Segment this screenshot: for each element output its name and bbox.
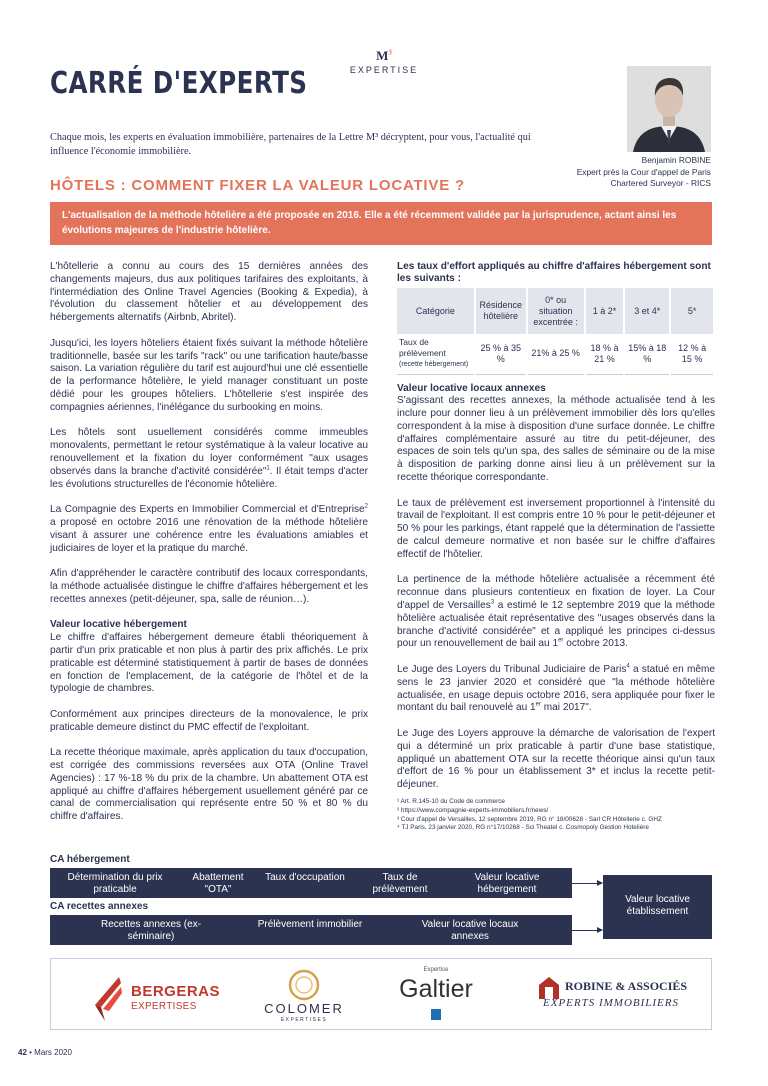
paragraph-text: Le Juge des Loyers du Tribunal Judiciaire de Paris	[397, 664, 627, 676]
article-title: HÔTELS : COMMENT FIXER LA VALEUR LOCATIVE ?	[50, 177, 465, 194]
scheme-step: Taux d'occupation	[265, 872, 345, 883]
table-header: 3 et 4*	[624, 288, 670, 334]
row-label-note: (recette hébergement)	[399, 361, 469, 368]
colomer-name: COLOMER	[264, 1001, 344, 1016]
paragraph: Le taux de prélèvement est inversement proportionnel à l'intensité du travail de l'exploitant. Il est compris entre 10 % pour le petit-déjeuner et 50 % pour les parkings, étant rappelé que la détermination de l'assiette de calcul demeure normative et non basée sur le chiffre d'affaires effectif de l'hôtelier.	[397, 497, 715, 560]
paragraph-text: . Il était temps d'acter les évolutions structurelles de l'économie hôtelière.	[50, 465, 368, 490]
paragraph: Conformément aux principes directeurs de la monovalence, le prix praticable demeure distinct du PMC effectif de l'exploitant.	[50, 708, 368, 733]
galtier-g-icon	[431, 1009, 441, 1020]
brand-mark: M	[376, 48, 389, 63]
robine-logo	[537, 959, 687, 1031]
galtier-logo	[391, 959, 481, 1031]
paragraph: Le chiffre d'affaires hébergement demeure établi théoriquement à partir d'un prix praticable et non plus à partir des prix affichés. Le prix praticable est déterminé statistiquement à partir de bases de données en fonction de l'emplacement, de la catégorie de l'hôtel et de la typologie de chambres.	[50, 632, 368, 695]
paragraph	[50, 504, 368, 555]
scheme-bar-annexes	[50, 915, 572, 945]
footnote-ref: 3	[490, 599, 495, 606]
brand-mark-sup: 3	[388, 48, 392, 57]
paragraph: La recette théorique maximale, après application du taux d'occupation, est corrigée des commissions reversées aux OTA (Online Travel Agencies) : 17 %-18 % du prix de la chambre. Un abattement OTA est appliqué au chiffre d'affaires hébergement usuellement généré par ce canal de commercialisation qui représente entre 50 % et 80 % du chiffre d'affaires.	[50, 747, 368, 823]
table-header: 1 à 2*	[585, 288, 625, 334]
table-cell: 15% à 18 %	[624, 334, 670, 374]
footer-separator: •	[26, 1048, 35, 1057]
page-footer	[18, 1048, 72, 1057]
paragraph-text: Les hôtels sont usuellement considérés comme immeubles monovalents, permettant le retour systématique à la valeur locative au renouvellement et la fixation du loyer conformément "aux usages observés dans la branche d'activité considérée"	[50, 427, 368, 477]
table-title: Les taux d'effort appliqués au chiffre d'affaires hébergement sont les suivants :	[397, 261, 711, 284]
footnote[interactable]: ² https://www.compagnie-experts-immobiliers.fr/news/	[397, 806, 549, 814]
partners-logos	[50, 958, 712, 1030]
paragraph-text: a statué en même sens le 23 janvier 2020 et considéré que "la méthode hôtelière actualisée, en usage depuis octobre 2016, sera appliquée pour fixer le montant du bail renouvelé au 1	[397, 664, 715, 714]
section-heading: Valeur locative hébergement	[50, 619, 187, 631]
galtier-small: Expertise	[423, 967, 449, 973]
paragraph: S'agissant des recettes annexes, la méthode actualisée tend à les inclure pour donner lieu à un prélèvement immobilier dès lors qu'elles correspondent à la mise à disposition d'une surface donnée. Le chiffre d'affaires complémentaire assuré au titre du petit-déjeuner, des espaces de soin tels qu'un spa, des salles de séminaire ou de la mise à disposition de parking donne ainsi lieu à un prélèvement sur la recette théorique correspondante.	[397, 395, 715, 484]
bergeras-name: BERGERAS	[131, 983, 221, 1000]
footnotes	[397, 798, 715, 833]
intro-text: Chaque mois, les experts en évaluation immobilière, partenaires de la Lettre M³ décryptent, pour vous, l'actualité qui influence l'économie immobilière.	[50, 132, 531, 157]
issue-date: Mars 2020	[34, 1048, 72, 1057]
arrow-right-icon	[572, 930, 602, 931]
footnote: ¹ Art. R.145-10 du Code de commerce	[397, 798, 505, 805]
row-label-text: Taux de prélèvement	[399, 337, 446, 358]
scheme-label-annexes: CA recettes annexes	[50, 901, 149, 912]
galtier-name: Galtier	[399, 975, 473, 1003]
table-header: 0* ou situation excentrée :	[527, 288, 585, 334]
page-title: CARRÉ D'EXPERTS	[50, 66, 308, 101]
scheme-step: Taux de prélèvement	[372, 872, 428, 895]
brand-logo	[0, 48, 768, 64]
paragraph	[397, 574, 715, 651]
paragraph	[50, 427, 368, 491]
scheme-step: Prélèvement immobilier	[257, 919, 363, 930]
author-name: Benjamin ROBINE	[641, 155, 711, 165]
scheme-step: Recettes annexes (ex-séminaire)	[100, 919, 202, 942]
footnote-ref: 1	[266, 465, 270, 472]
author-credential: Chartered Surveyor - RICS	[610, 178, 711, 188]
footnote-ref: 2	[364, 503, 368, 510]
table-header: Catégorie	[397, 288, 475, 334]
paragraph-text: a proposé en octobre 2016 une rénovation de la méthode hôtelière visant à assurer une cohérence entre les évaluations amiables et judiciaires de loyer et la pratique du marché.	[50, 516, 368, 554]
table-cell: 21% à 25 %	[527, 334, 585, 374]
table-header-row	[397, 288, 714, 334]
scheme-step: Valeur locative locaux annexes	[421, 919, 519, 942]
paragraph-text: a estimé le 12 septembre 2019 que la méthode hôtelière actualisée était représentative des "usages observés dans la branche d'activité considérée" et a appliqué les principes ci-dessus pour un renouvellement de bail au 1	[397, 600, 715, 650]
paragraph-text: La pertinence de la méthode hôtelière actualisée a récemment été reconnue dans plusieurs contentieux en fixation de loyer. La Cour d'appel de Versailles	[397, 574, 715, 612]
right-column	[397, 261, 715, 833]
scheme-bar-hebergement	[50, 868, 572, 898]
table-row	[397, 334, 714, 374]
brand-label: EXPERTISE	[349, 65, 419, 75]
table-cell: 12 % à 15 %	[670, 334, 714, 374]
scheme-step: Valeur locative hébergement	[474, 872, 540, 895]
section-heading: Valeur locative locaux annexes	[397, 382, 546, 394]
rates-table	[397, 288, 715, 375]
author-role: Expert près la Cour d'appel de Paris	[576, 166, 711, 177]
scheme-label-hebergement: CA hébergement	[50, 854, 130, 865]
left-column	[50, 261, 368, 837]
paragraph: Afin d'appréhender le caractère contributif des locaux correspondants, la méthode actualisée distingue le chiffre d'affaires hébergement et les recettes annexes (petit-déjeuner, spa, salle de réunion…).	[50, 568, 368, 605]
robine-sub: EXPERTS IMMOBILIERS	[543, 997, 679, 1009]
table-cell: 18 % à 21 %	[585, 334, 625, 374]
portrait-illustration	[627, 66, 711, 152]
table-row-label	[397, 334, 475, 374]
table-header: 5*	[670, 288, 714, 334]
footnote: ³ Cour d'appel de Versailles, 12 septembre 2019, RG n° 18/00628 - Sarl CR Hôtellerie c. GHZ	[397, 815, 662, 823]
paragraph: L'hôtellerie a connu au cours des 15 dernières années des changements majeurs, dus aux politiques tarifaires des exploitants, à l'intermédiation des Online Travel Agencies (Booking & Expedia), à l'évolution du classement hôtelier et au développement des hébergements alternatifs (Airbnb, Abritel).	[50, 261, 368, 324]
bergeras-sub: EXPERTISES	[131, 1001, 197, 1012]
colomer-sub: EXPERTISES	[280, 1017, 328, 1023]
paragraph-text: La Compagnie des Experts en Immobilier Commercial et d'Entreprise	[50, 504, 365, 516]
paragraph	[397, 664, 715, 715]
table-cell: 25 % à 35 %	[475, 334, 527, 374]
valuation-scheme	[50, 853, 712, 945]
paragraph-text: octobre 2013.	[563, 638, 628, 650]
scheme-step: Abattement "OTA"	[192, 872, 244, 895]
page-number: 42	[18, 1048, 27, 1057]
paragraph: Jusqu'ici, les loyers hôteliers étaient fixés suivant la méthode hôtelière traditionnelle, basée sur les tarifs "rack" ou une tarification haute/basse saison. La variation régulière du tarif est aujourd'hui une clé essentielle de la performance hôtelière, le yield manager constituant un poste dédié pour les groupes hôteliers. L'hôtellerie s'est inspirée des compagnies aériennes, l'inélégance du surbooking en moins.	[50, 337, 368, 413]
lead-banner: L'actualisation de la méthode hôtelière a été proposée en 2016. Elle a été récemment validée par la jurisprudence, actant ainsi les évolutions majeures de l'industrie hôtelière.	[50, 202, 712, 245]
scheme-total: Valeur locative établissement	[603, 875, 712, 939]
scheme-step: Détermination du prix praticable	[67, 872, 163, 895]
ordinal-sup: er	[535, 702, 541, 709]
table-header: Résidence hôtelière	[475, 288, 527, 334]
footnote: ⁴ TJ Paris, 23 janvier 2020, RG n°17/10268 - Sci Theatel c. Cosmopoly Gestion Hotelière	[397, 824, 649, 832]
paragraph: Le Juge des Loyers approuve la démarche de valorisation de l'expert qui a déterminé un prix praticable à partir d'une base statistique, appliqué un abattement OTA sur la recette théorique ainsi qu'un taux d'effort de 16 % pour un établissement 3* et inclus la recette petit-déjeuner.	[397, 728, 715, 791]
arrow-right-icon	[572, 883, 602, 884]
colomer-logo	[259, 959, 349, 1031]
paragraph-text: mai 2017".	[540, 702, 592, 714]
robine-name: ROBINE & ASSOCIÉS	[565, 979, 688, 993]
footnote-ref: 4	[626, 663, 630, 670]
ordinal-sup: er	[558, 638, 564, 645]
author-photo	[627, 66, 711, 152]
bergeras-logo	[91, 959, 221, 1031]
author-block	[577, 155, 711, 190]
